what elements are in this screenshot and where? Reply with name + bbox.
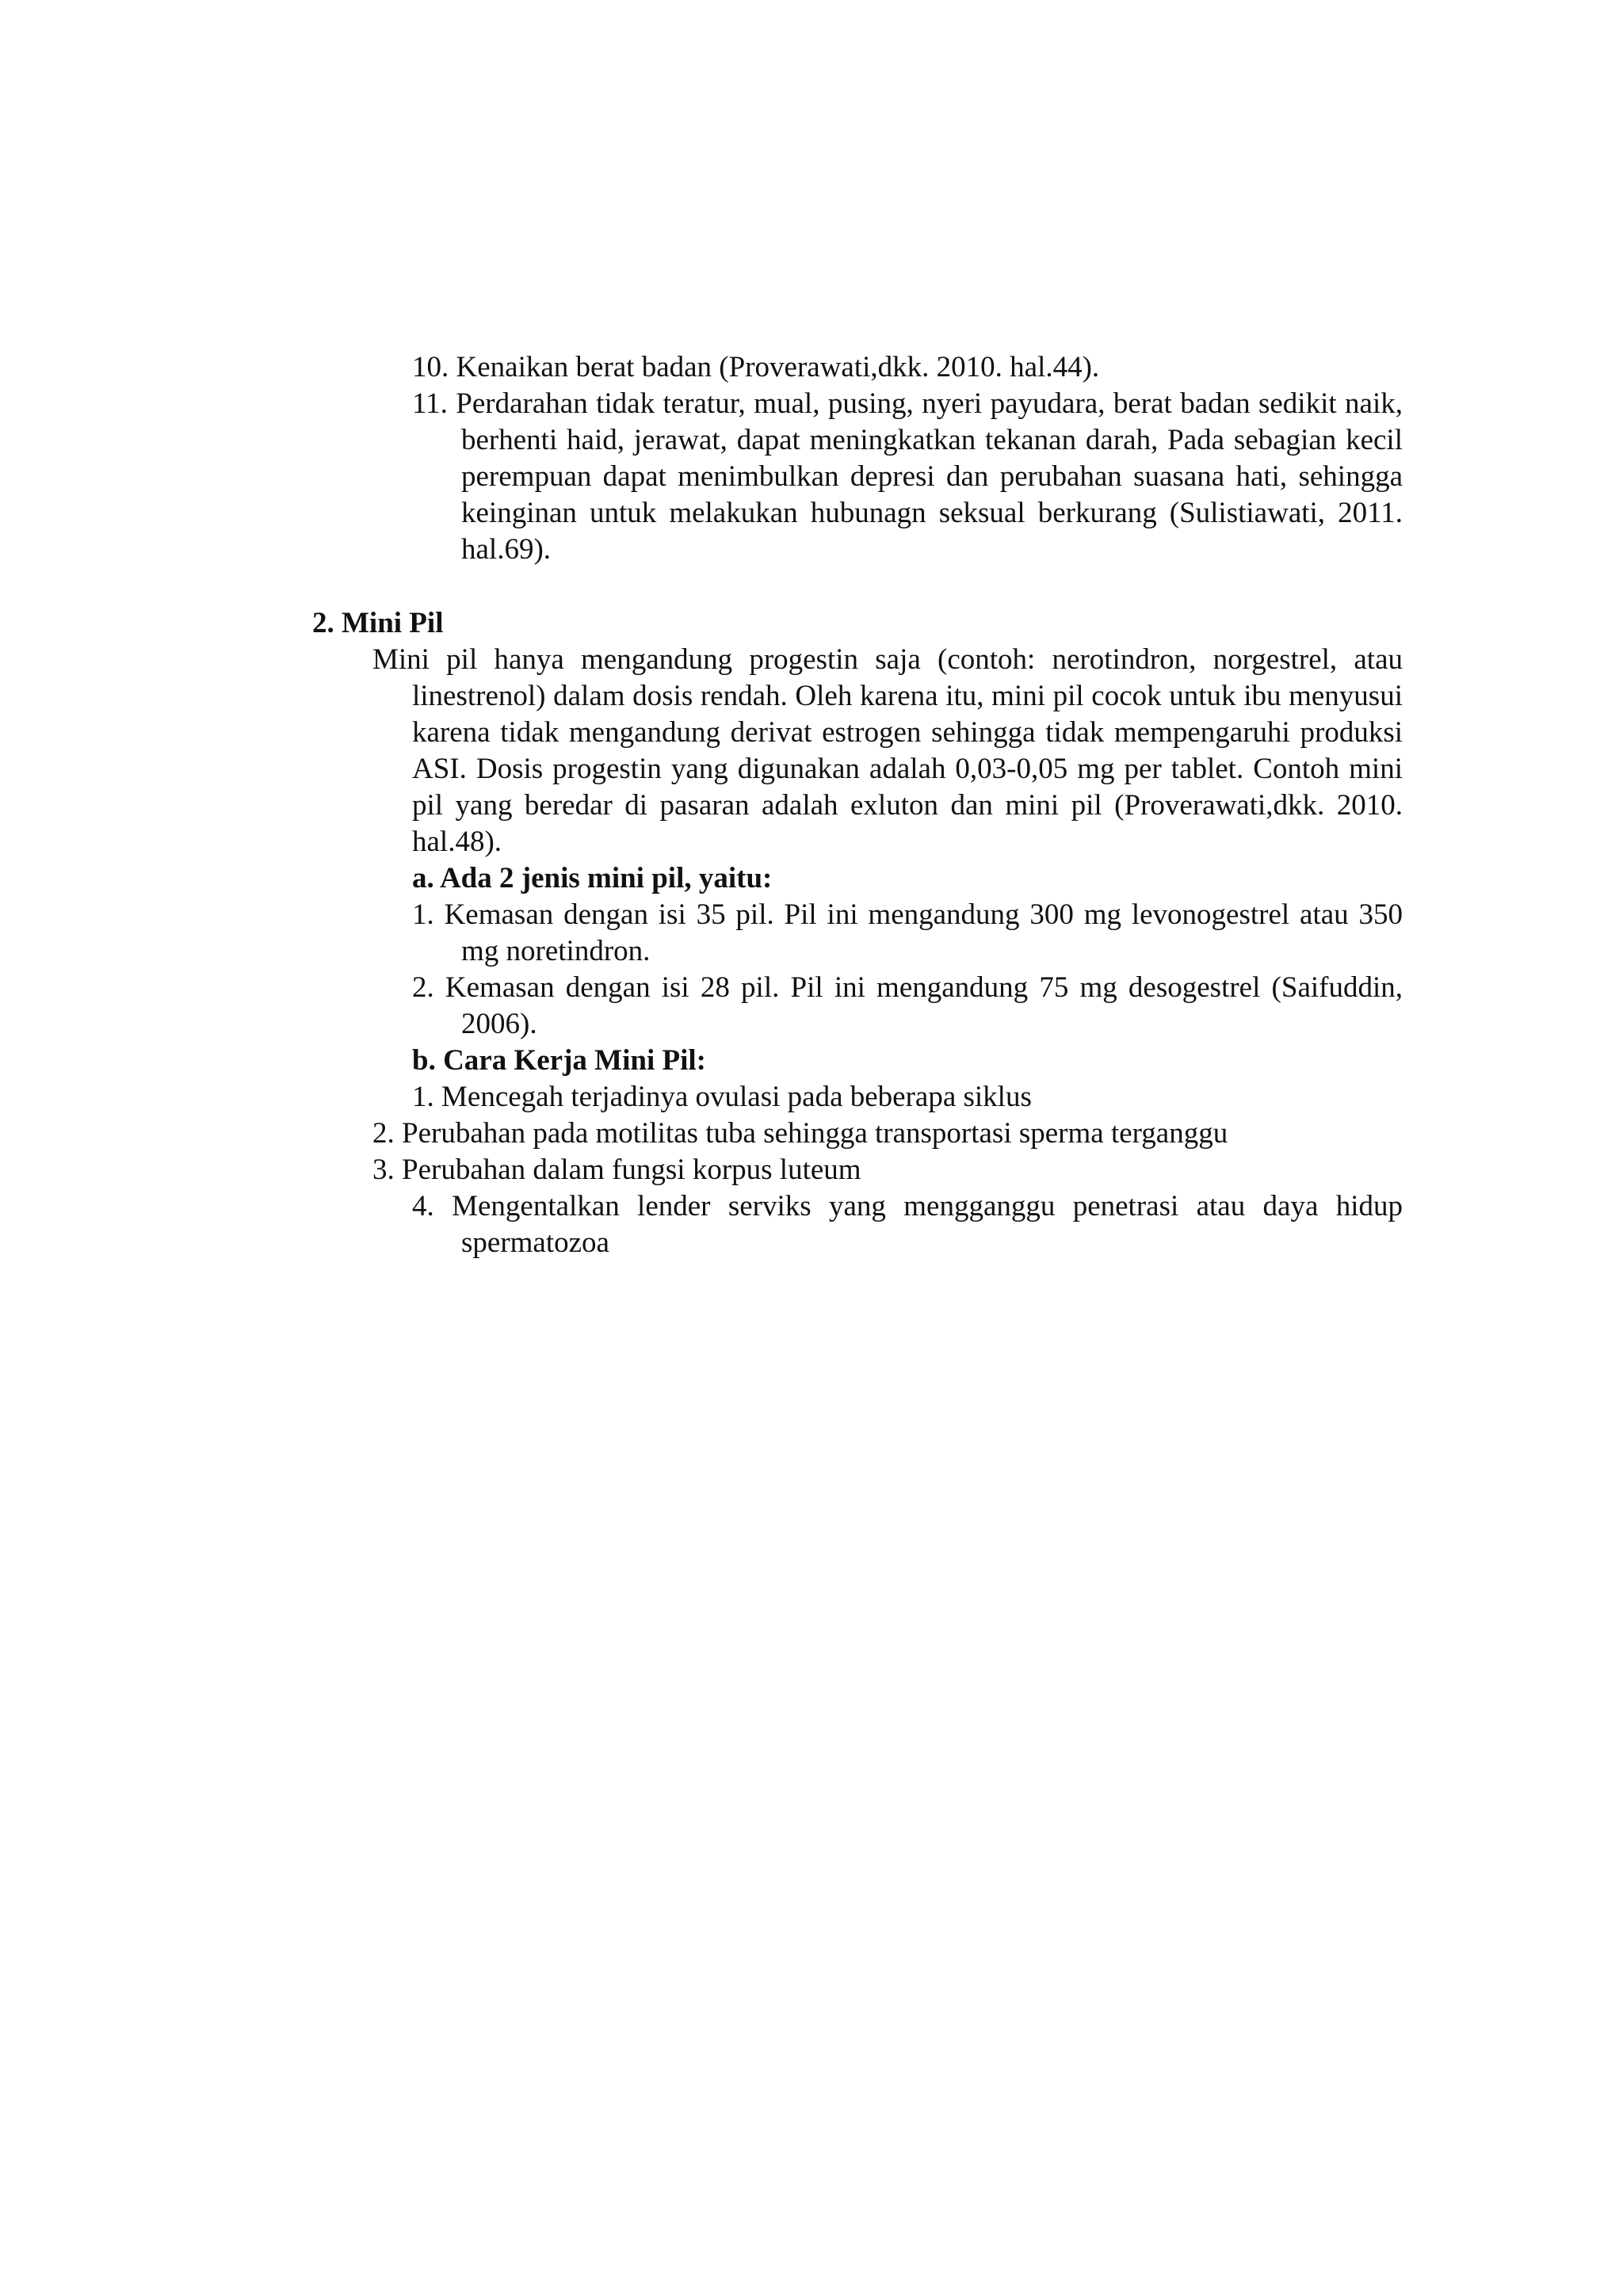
- list-item-10: 10. Kenaikan berat badan (Proverawati,dkk. 2010. hal.44).: [412, 351, 1100, 383]
- jenis-item-1: 1. Kemasan dengan isi 35 pil. Pil ini mengandung 300 mg levonogestrel atau 350 mg noretindron.: [412, 898, 1403, 967]
- jenis-item-2: 2. Kemasan dengan isi 28 pil. Pil ini mengandung 75 mg desogestrel (Saifuddin, 2006).: [412, 971, 1403, 1040]
- cara-kerja-item-1: 1. Mencegah terjadinya ovulasi pada beberapa siklus: [412, 1081, 1032, 1113]
- subheading-cara-kerja: b. Cara Kerja Mini Pil:: [412, 1044, 706, 1077]
- cara-kerja-item-3: 3. Perubahan dalam fungsi korpus luteum: [372, 1154, 861, 1186]
- section-heading-mini-pil: 2. Mini Pil: [312, 607, 444, 639]
- subheading-jenis-mini-pil: a. Ada 2 jenis mini pil, yaitu:: [412, 862, 773, 894]
- cara-kerja-item-2: 2. Perubahan pada motilitas tuba sehingga transportasi sperma terganggu: [372, 1117, 1228, 1150]
- mini-pil-paragraph: Mini pil hanya mengandung progestin saja (contoh: nerotindron, norgestrel, atau linestrenol) dalam dosis rendah. Oleh karena itu, mini pil cocok untuk ibu menyusui karena tidak mengandung derivat estrogen sehingga tidak mempengaruhi produksi ASI. Dosis progestin yang digunakan adalah 0,03-0,05 mg per tablet. Contoh mini pil yang beredar di pasaran adalah exluton dan mini pil (Proverawati,dkk. 2010. hal.48).: [372, 643, 1403, 858]
- list-item-11: 11. Perdarahan tidak teratur, mual, pusing, nyeri payudara, berat badan sedikit naik, berhenti haid, jerawat, dapat meningkatkan tekanan darah, Pada sebagian kecil perempuan dapat menimbulkan depresi dan perubahan suasana hati, sehingga keinginan untuk melakukan hubunagn seksual berkurang (Sulistiawati, 2011. hal.69).: [412, 387, 1403, 566]
- cara-kerja-item-4: 4. Mengentalkan lender serviks yang mengganggu penetrasi atau daya hidup spermatozoa: [412, 1190, 1403, 1259]
